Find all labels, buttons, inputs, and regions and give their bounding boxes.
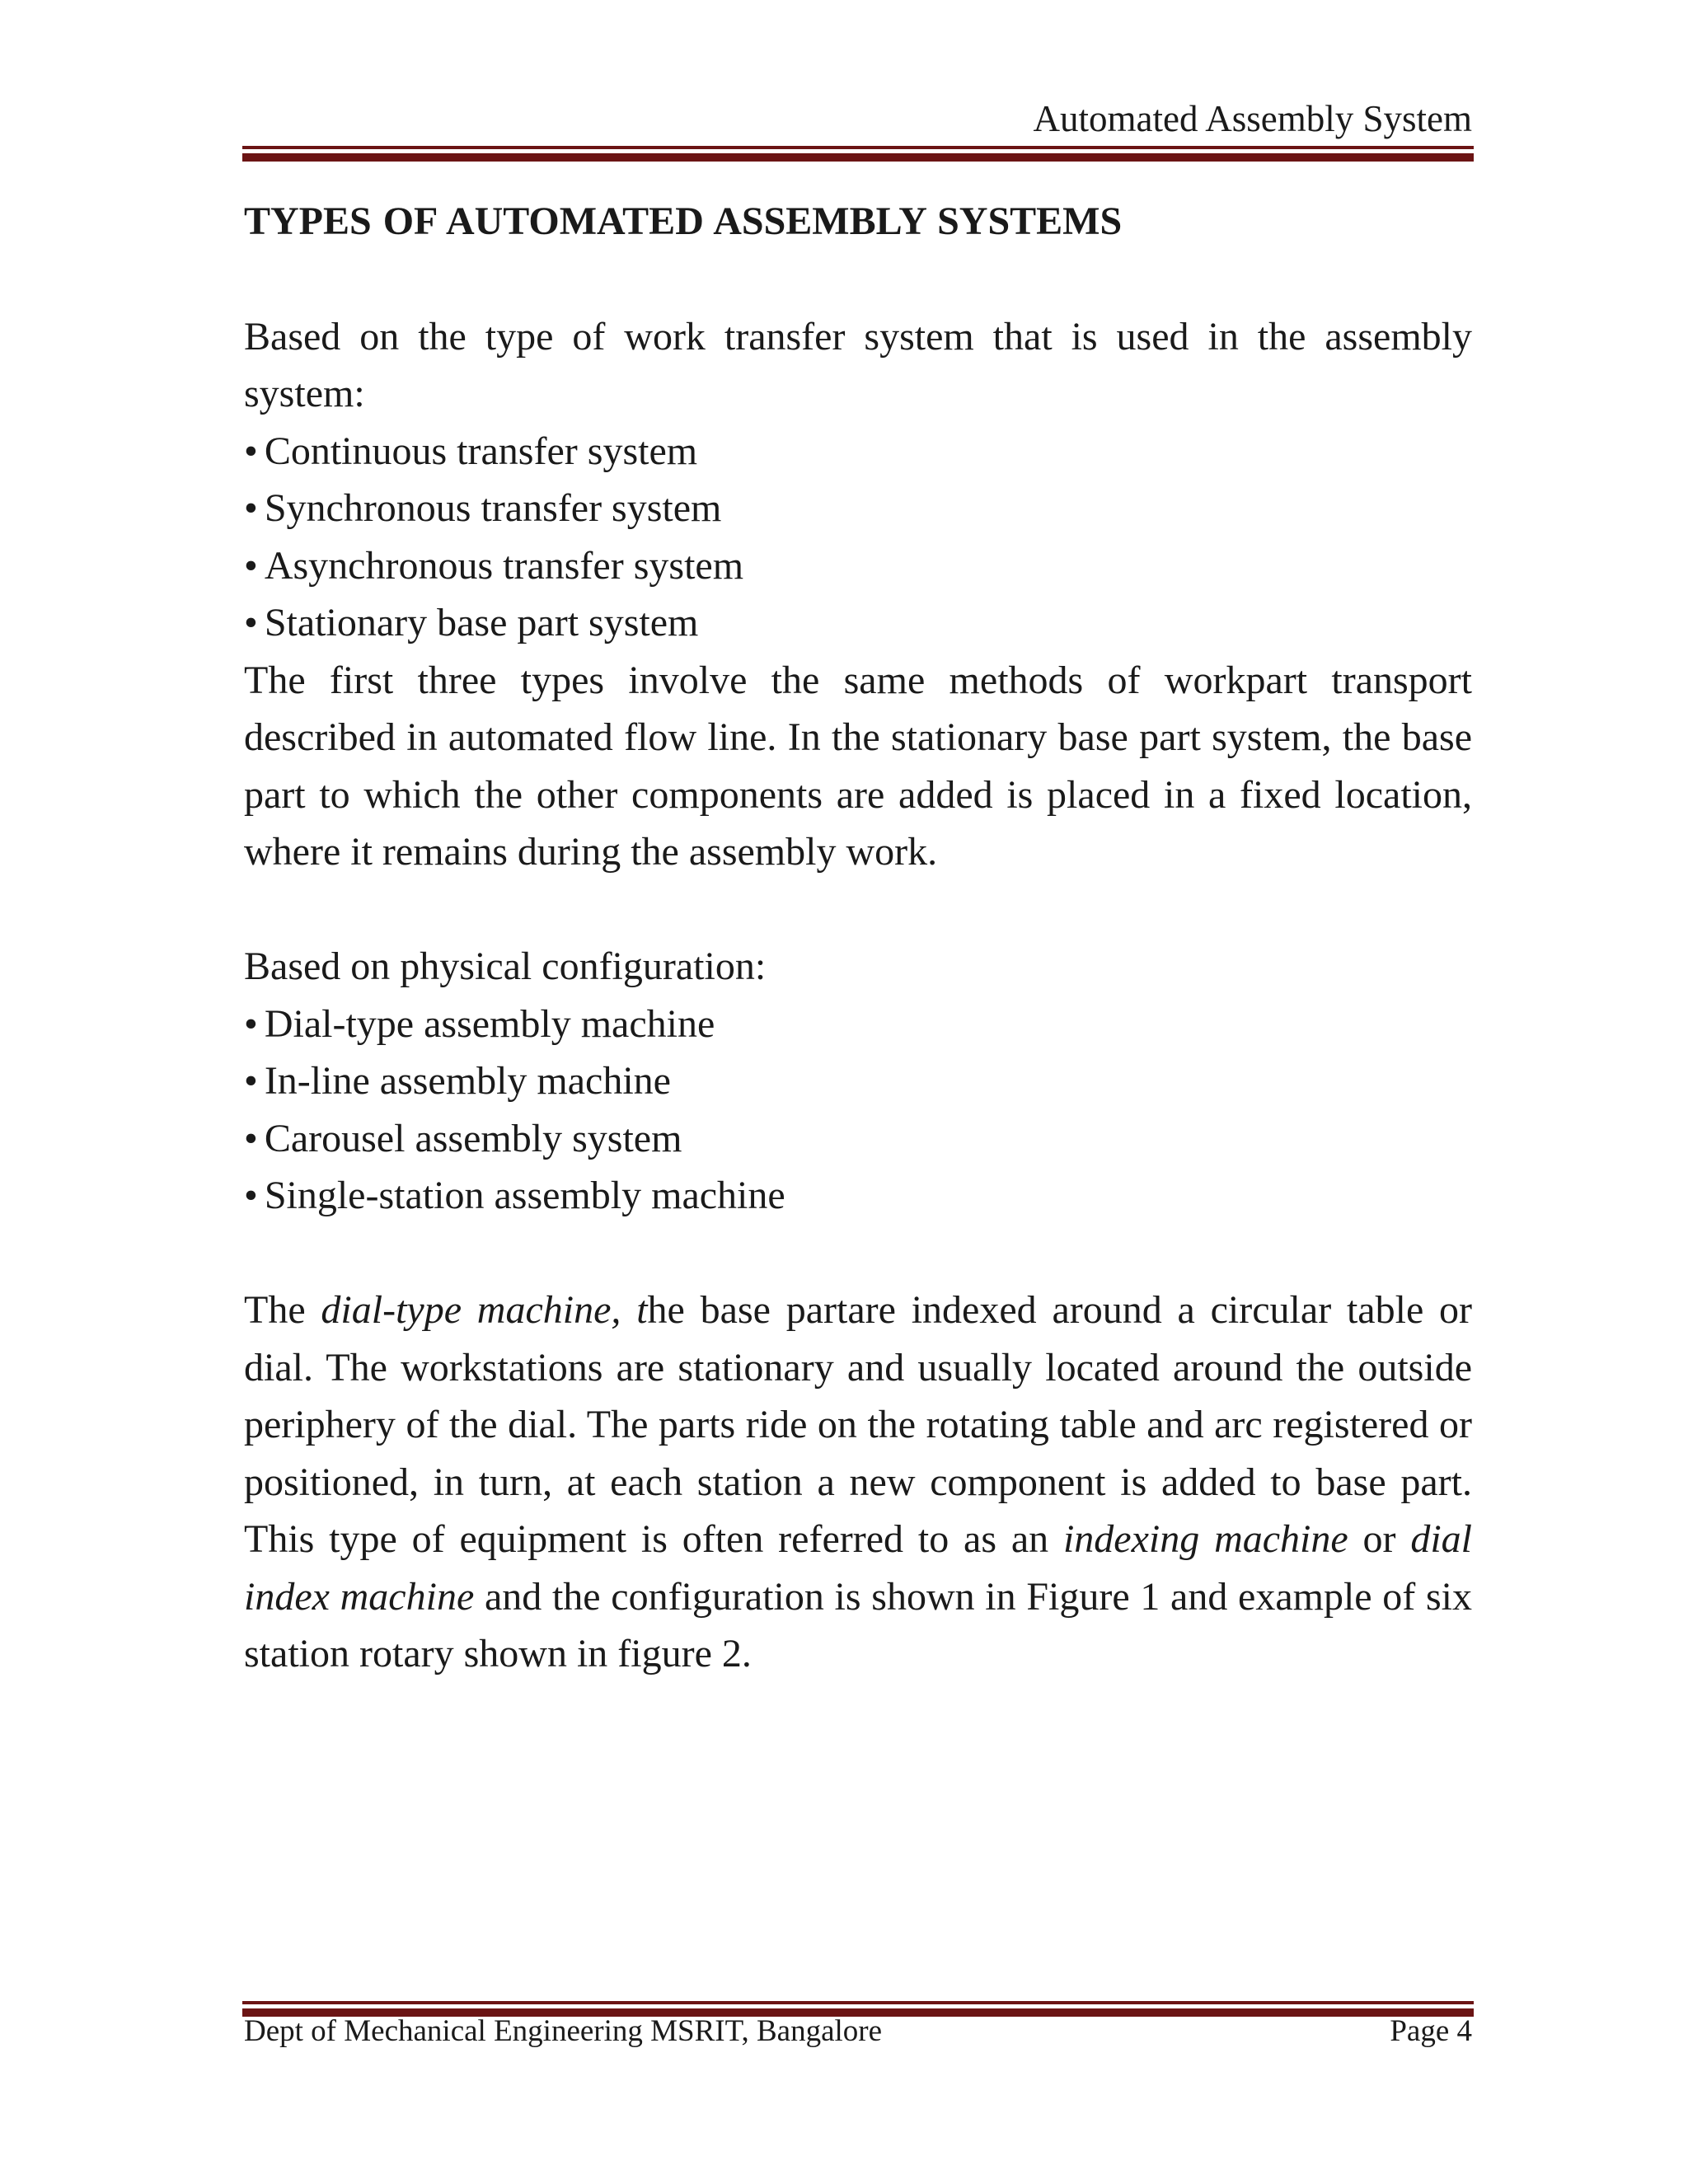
configuration-intro: Based on physical configuration:	[244, 944, 767, 988]
footer-department: Dept of Mechanical Engineering MSRIT, Bangalore	[244, 2014, 883, 2048]
transfer-intro: Based on the type of work transfer system that is used in the assembly system:	[244, 314, 1472, 415]
list-item: • Synchronous transfer system	[244, 486, 722, 530]
header-rule	[242, 146, 1474, 162]
bullet-icon: •	[244, 1059, 258, 1103]
bullet-icon: •	[244, 486, 258, 530]
dial-machine-paragraph: The dial-type machine, the base partare indexed around a circular table or dial. The workstations are stationary and usually located around the outside periphery of the dial. The parts ride on the rotating table and arc registered or positioned, in turn, at each station a new component is added to base part. This type of equipment is often referred to as an indexing machine or dial index machine and the configuration is shown in Figure 1 and example of six station rotary shown in figure 2.	[244, 1288, 1473, 1675]
bullet-icon: •	[244, 1116, 258, 1160]
bullet-icon: •	[244, 601, 258, 644]
bullet-icon: •	[244, 543, 258, 588]
section-heading: TYPES OF AUTOMATED ASSEMBLY SYSTEMS	[244, 199, 1123, 243]
transfer-list	[244, 423, 1472, 652]
list-item: • Single-station assembly machine	[244, 1174, 785, 1217]
bullet-icon: •	[244, 429, 258, 473]
list-item: • Carousel assembly system	[244, 1116, 682, 1160]
page-number: Page 4	[1390, 2014, 1472, 2048]
page-footer	[244, 2011, 1472, 2052]
page-content	[244, 193, 1472, 1683]
running-header-title: Automated Assembly System	[1033, 98, 1472, 139]
configuration-list	[244, 996, 1472, 1225]
list-item: • Continuous transfer system	[244, 429, 698, 473]
list-item: • Asynchronous transfer system	[244, 543, 744, 588]
list-item: • Stationary base part system	[244, 601, 699, 644]
bullet-icon: •	[244, 1001, 258, 1046]
transfer-paragraph: The first three types involve the same methods of workpart transport described in automated flow line. In the stationary base part system, the base part to which the other components are added is placed in a fixed location, where it remains during the assembly work.	[244, 658, 1472, 874]
bullet-icon: •	[244, 1174, 258, 1217]
list-item: • Dial-type assembly machine	[244, 1001, 715, 1046]
list-item: • In-line assembly machine	[244, 1059, 671, 1103]
